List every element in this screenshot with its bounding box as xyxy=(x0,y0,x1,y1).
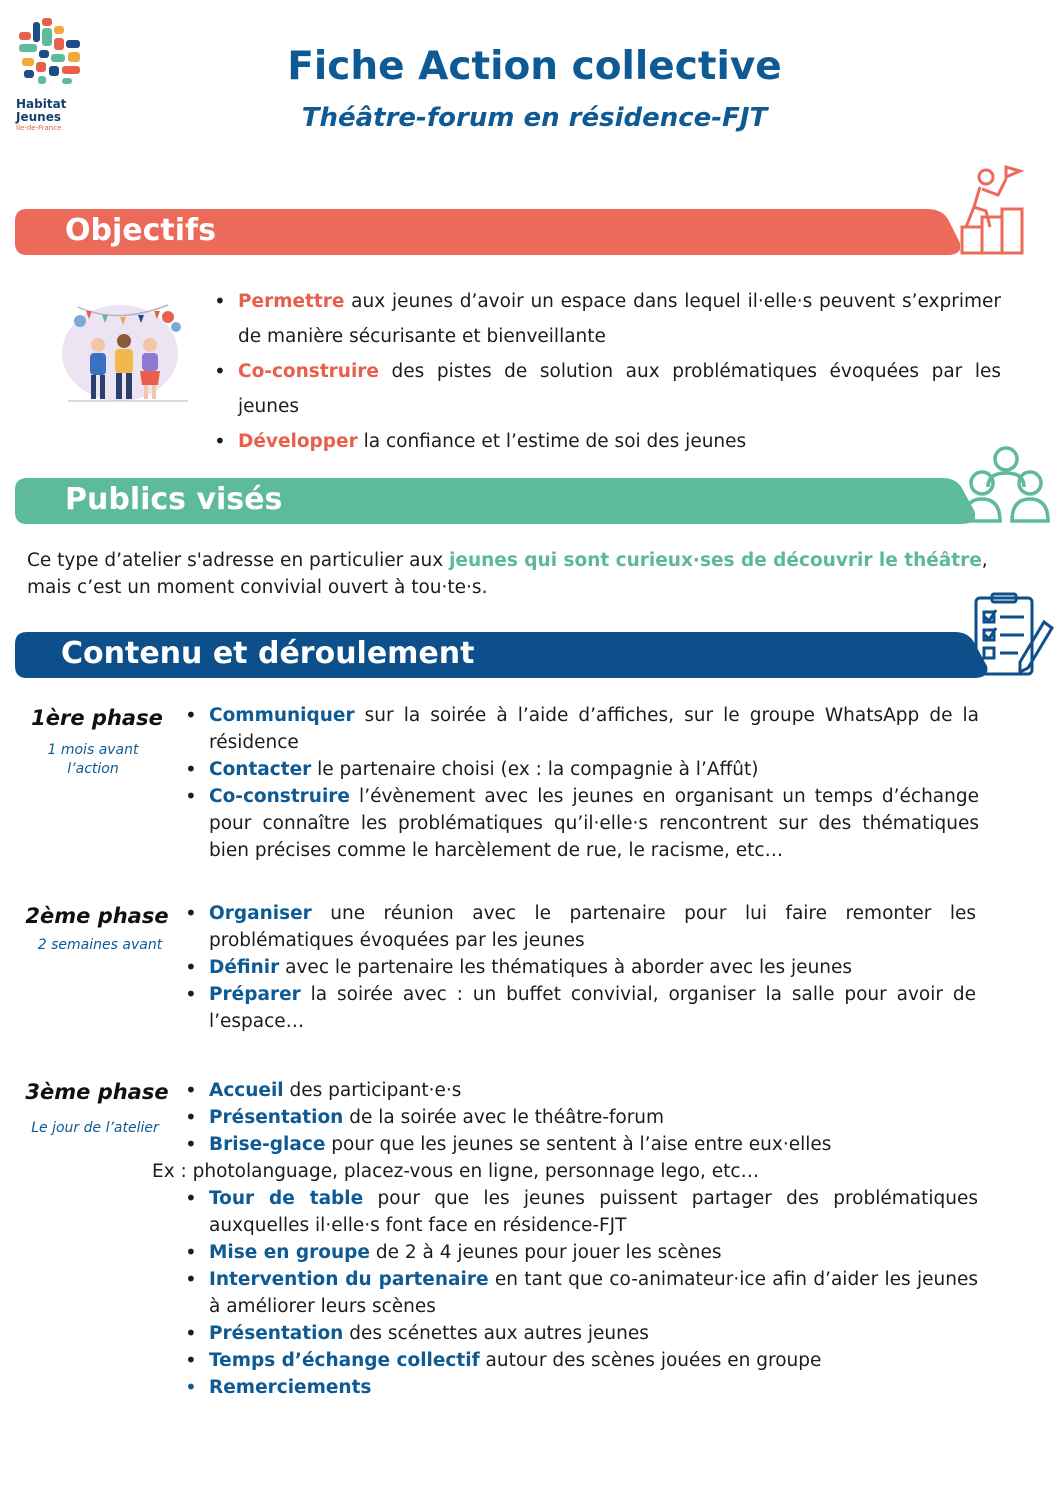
list-item xyxy=(185,1266,978,1320)
publics-highlight: jeunes qui sont curieux·ses de découvrir le théâtre xyxy=(449,550,982,571)
publics-paragraph xyxy=(27,547,1017,601)
list-item xyxy=(185,702,979,756)
phase-2-subtitle: 2 semaines avant xyxy=(37,937,163,953)
publics-text-before: Ce type d’atelier s'adresse en particulier aux xyxy=(27,550,450,571)
checklist-pen-icon xyxy=(972,592,1054,680)
phase-3-title: 3ème phase xyxy=(25,1080,169,1104)
list-item-key: Tour de table xyxy=(209,1188,364,1209)
phase-3-subtitle: Le jour de l’atelier xyxy=(31,1120,159,1136)
list-item-key: Brise-glace xyxy=(209,1134,326,1155)
list-item xyxy=(185,900,976,954)
phase-2-list xyxy=(185,900,976,1035)
list-item-text: en tant que co-animateur·ice afin d’aider les jeunes à améliorer leurs scènes xyxy=(209,1269,978,1317)
list-item-key: Co-construire xyxy=(238,361,379,382)
phase-2-title: 2ème phase xyxy=(25,904,169,928)
list-item xyxy=(185,1239,978,1266)
list-item-text: de 2 à 4 jeunes pour jouer les scènes xyxy=(369,1242,722,1263)
list-item-text: aux jeunes d’avoir un espace dans lequel il·elle·s peuvent s’exprimer de manière sécurisante et bienveillante xyxy=(238,291,1001,347)
list-item-key: Mise en groupe xyxy=(209,1242,370,1263)
phase-1-subtitle-line-1: 1 mois avant xyxy=(47,742,139,758)
list-item-key: Communiquer xyxy=(209,705,355,726)
list-item-text: la soirée avec : un buffet convivial, organiser la salle pour avoir de l’espace… xyxy=(209,984,976,1032)
list-item-text: avec le partenaire les thématiques à aborder avec les jeunes xyxy=(279,957,853,978)
section-title-contenu: Contenu et déroulement xyxy=(61,636,475,671)
list-item-text: des pistes de solution aux problématiques évoquées par les jeunes xyxy=(238,361,1001,417)
publics-text-after: , mais c’est un moment convivial ouvert à tou·te·s. xyxy=(27,550,988,598)
list-item xyxy=(185,1347,978,1374)
party-people-illustration xyxy=(58,285,193,410)
phase-1-title: 1ère phase xyxy=(31,706,163,730)
list-item xyxy=(185,981,976,1035)
list-item-key: Définir xyxy=(209,957,280,978)
list-item xyxy=(185,1374,978,1401)
list-item xyxy=(185,1320,978,1347)
list-item xyxy=(185,1131,978,1158)
section-bar-publics xyxy=(15,478,975,524)
phase-1-subtitle-line-2: l’action xyxy=(67,761,119,777)
phase-3-list xyxy=(152,1077,979,1401)
list-item-text: Ex : photolanguage, placez-vous en ligne, personnage lego, etc… xyxy=(152,1161,760,1182)
logo-line-1: Habitat xyxy=(16,97,67,111)
list-item-key: Présentation xyxy=(209,1323,344,1344)
list-item-key: Organiser xyxy=(209,903,312,924)
group-people-icon xyxy=(962,443,1050,525)
list-item-key: Développer xyxy=(238,431,358,452)
list-item-text: la confiance et l’estime de soi des jeunes xyxy=(357,431,747,452)
list-item-text: l’évènement avec les jeunes en organisant un temps d’échange pour connaître les problématiques qu’il·elle·s rencontrent sur des thématiques bien précises comme le harcèlement de rue, le racisme, etc… xyxy=(209,786,979,861)
list-item-text: des participant·e·s xyxy=(283,1080,462,1101)
list-item-key: Préparer xyxy=(209,984,301,1005)
phase-1-list xyxy=(185,702,979,864)
list-item-text: une réunion avec le partenaire pour lui faire remonter les problématiques évoquées par les jeunes xyxy=(209,903,976,951)
list-item xyxy=(185,1104,978,1131)
list-item-key: Permettre xyxy=(238,291,345,312)
list-item-example xyxy=(152,1158,978,1185)
section-title-publics: Publics visés xyxy=(65,482,283,517)
list-item-text: le partenaire choisi (ex : la compagnie à l’Affût) xyxy=(311,759,759,780)
phase-1-subtitle xyxy=(8,741,178,779)
list-item-key: Accueil xyxy=(209,1080,284,1101)
list-item xyxy=(185,1077,978,1104)
list-item xyxy=(214,354,1001,424)
list-item xyxy=(185,783,979,864)
list-item xyxy=(185,954,976,981)
list-item-text: pour que les jeunes se sentent à l’aise entre eux·elles xyxy=(325,1134,832,1155)
list-item xyxy=(185,1185,978,1239)
list-item-text: sur la soirée à l’aide d’affiches, sur le groupe WhatsApp de la résidence xyxy=(209,705,979,753)
objectifs-list xyxy=(214,284,1001,459)
list-item-key: Temps d’échange collectif xyxy=(209,1350,480,1371)
logo-line-2: Jeunes xyxy=(16,110,61,124)
list-item xyxy=(214,284,1001,354)
list-item-key: Présentation xyxy=(209,1107,344,1128)
list-item-key: Co-construire xyxy=(209,786,350,807)
page-title: Fiche Action collective xyxy=(287,44,782,89)
goal-flag-icon xyxy=(956,165,1028,255)
logo-line-3: Île-de-France xyxy=(16,124,62,132)
list-item-key: Remerciements xyxy=(209,1377,372,1398)
list-item-text: de la soirée avec le théâtre-forum xyxy=(343,1107,665,1128)
list-item-text: autour des scènes jouées en groupe xyxy=(479,1350,822,1371)
page-subtitle: Théâtre-forum en résidence-FJT xyxy=(301,103,768,133)
section-title-objectifs: Objectifs xyxy=(65,213,216,248)
list-item-key: Intervention du partenaire xyxy=(209,1269,489,1290)
list-item xyxy=(185,756,979,783)
section-bar-objectifs xyxy=(15,209,960,255)
list-item-text: des scénettes aux autres jeunes xyxy=(343,1323,649,1344)
list-item-key: Contacter xyxy=(209,759,312,780)
list-item xyxy=(214,424,1001,459)
list-item-text: pour que les jeunes puissent partager des problématiques auxquelles il·elle·s font face en résidence-FJT xyxy=(209,1188,979,1236)
section-bar-contenu xyxy=(15,632,990,678)
